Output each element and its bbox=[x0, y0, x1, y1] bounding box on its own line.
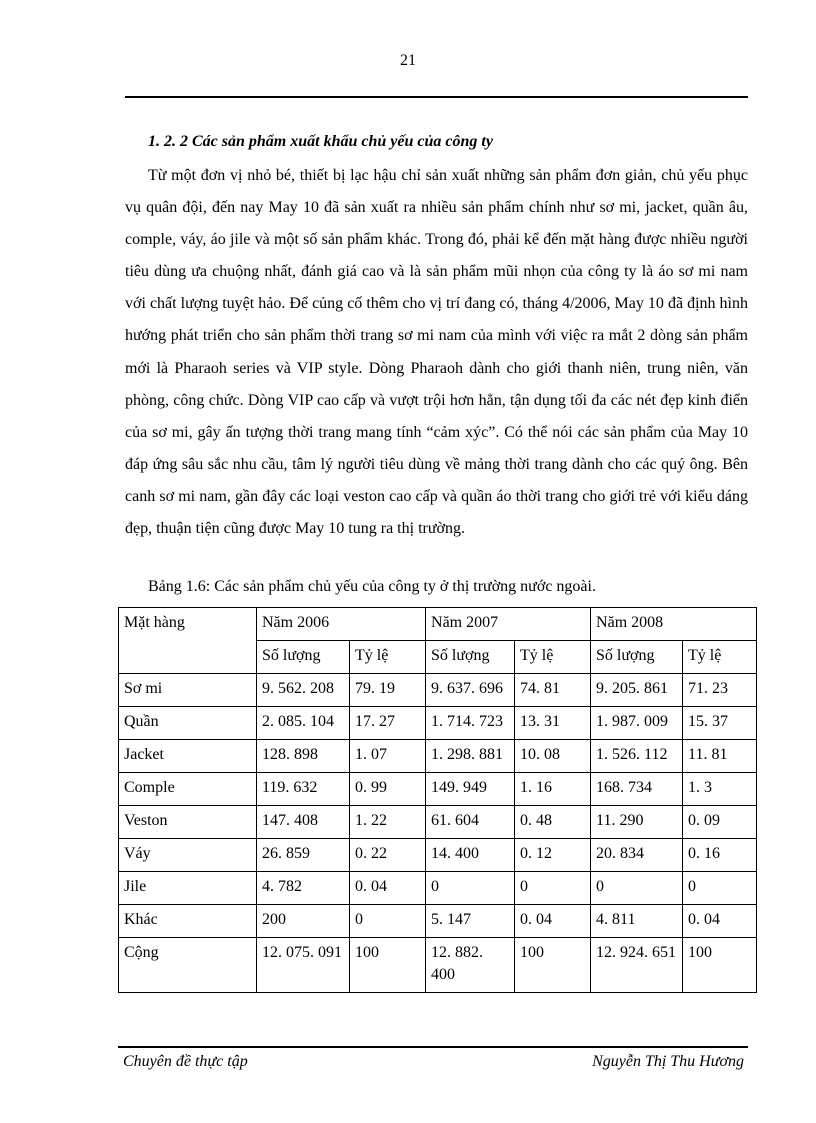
table-header-row bbox=[119, 608, 757, 641]
quantity-cell: 26. 859 bbox=[257, 839, 350, 872]
ratio-cell: 0. 16 bbox=[683, 839, 757, 872]
ratio-cell: 10. 08 bbox=[515, 740, 591, 773]
ratio-cell: 100 bbox=[350, 938, 426, 993]
ratio-cell: 79. 19 bbox=[350, 674, 426, 707]
ratio-cell: 0. 48 bbox=[515, 806, 591, 839]
quantity-cell: 149. 949 bbox=[426, 773, 515, 806]
ratio-cell: 0. 04 bbox=[350, 872, 426, 905]
quantity-cell: 14. 400 bbox=[426, 839, 515, 872]
ratio-cell: 13. 31 bbox=[515, 707, 591, 740]
ratio-cell: 0. 22 bbox=[350, 839, 426, 872]
header-rule bbox=[125, 96, 748, 98]
ratio-cell: 15. 37 bbox=[683, 707, 757, 740]
ratio-cell: 11. 81 bbox=[683, 740, 757, 773]
qty-header: Số lượng bbox=[257, 641, 350, 674]
quantity-cell: 2. 085. 104 bbox=[257, 707, 350, 740]
quantity-cell: 200 bbox=[257, 905, 350, 938]
quantity-cell: 4. 811 bbox=[591, 905, 683, 938]
year-header: Năm 2007 bbox=[426, 608, 591, 641]
table-row bbox=[119, 839, 757, 872]
table-row bbox=[119, 938, 757, 993]
item-cell: Quần bbox=[119, 707, 257, 740]
table-row bbox=[119, 740, 757, 773]
ratio-cell: 1. 22 bbox=[350, 806, 426, 839]
quantity-cell: 9. 637. 696 bbox=[426, 674, 515, 707]
ratio-cell: 0 bbox=[515, 872, 591, 905]
ratio-cell: 74. 81 bbox=[515, 674, 591, 707]
ratio-header: Tỷ lệ bbox=[683, 641, 757, 674]
ratio-cell: 0 bbox=[350, 905, 426, 938]
ratio-cell: 17. 27 bbox=[350, 707, 426, 740]
quantity-cell: 61. 604 bbox=[426, 806, 515, 839]
item-cell: Jacket bbox=[119, 740, 257, 773]
quantity-cell: 1. 526. 112 bbox=[591, 740, 683, 773]
footer-author: Nguyễn Thị Thu Hương bbox=[592, 1053, 744, 1070]
table-row bbox=[119, 674, 757, 707]
quantity-cell: 5. 147 bbox=[426, 905, 515, 938]
item-cell: Jile bbox=[119, 872, 257, 905]
quantity-cell: 1. 714. 723 bbox=[426, 707, 515, 740]
ratio-cell: 1. 3 bbox=[683, 773, 757, 806]
ratio-header: Tỷ lệ bbox=[350, 641, 426, 674]
body-paragraph: Từ một đơn vị nhỏ bé, thiết bị lạc hậu chỉ sản xuất những sản phẩm đơn giản, chủ yếu phục vụ quân đội, đến nay May 10 đã sản xuất ra nhiều sản phẩm chính như sơ mi, jacket, quần âu, comple, váy, áo jile và một số sản phẩm khác. Trong đó, phải kể đến mặt hàng được nhiều người tiêu dùng ưa chuộng nhất, đánh giá cao và là sản phẩm mũi nhọn của công ty là áo sơ mi nam với chất lượng tuyệt hảo. Để củng cố thêm cho vị trí đang có, tháng 4/2006, May 10 đã định hình hướng phát triển cho sản phẩm thời trang sơ mi nam của mình với việc ra mắt 2 dòng sản phẩm mới là Pharaoh series và VIP style. Dòng Pharaoh dành cho giới thanh niên, trung niên, văn phòng, công chức. Dòng VIP cao cấp và vượt trội hơn hẳn, tận dụng tối đa các nét đẹp kinh điển của sơ mi, gây ấn tượng thời trang mang tính “cảm xýc”. Có thể nói các sản phẩm của May 10 đáp ứng sâu sắc nhu cầu, tâm lý người tiêu dùng về mảng thời trang dành cho các quý ông. Bên canh sơ mi nam, gần đây các loại veston cao cấp và quần áo thời trang cho giới trẻ với kiểu dáng đẹp, thuận tiện cũng được May 10 tung ra thị trường. bbox=[125, 167, 748, 538]
quantity-cell: 119. 632 bbox=[257, 773, 350, 806]
section-heading: 1. 2. 2 Các sản phẩm xuất khẩu chủ yếu của công ty bbox=[148, 133, 493, 150]
ratio-cell: 71. 23 bbox=[683, 674, 757, 707]
ratio-cell: 0. 09 bbox=[683, 806, 757, 839]
quantity-cell: 168. 734 bbox=[591, 773, 683, 806]
table-row bbox=[119, 905, 757, 938]
quantity-cell: 12. 882. 400 bbox=[426, 938, 515, 993]
quantity-cell: 12. 075. 091 bbox=[257, 938, 350, 993]
quantity-cell: 0 bbox=[591, 872, 683, 905]
ratio-cell: 0. 04 bbox=[683, 905, 757, 938]
footer-document-type: Chuyên đề thực tập bbox=[123, 1053, 248, 1070]
quantity-cell: 147. 408 bbox=[257, 806, 350, 839]
item-cell: Cộng bbox=[119, 938, 257, 993]
ratio-cell: 1. 16 bbox=[515, 773, 591, 806]
quantity-cell: 11. 290 bbox=[591, 806, 683, 839]
table-caption: Bảng 1.6: Các sản phẩm chủ yếu của công ty ở thị trường nước ngoài. bbox=[148, 578, 596, 595]
ratio-cell: 100 bbox=[515, 938, 591, 993]
qty-header: Số lượng bbox=[426, 641, 515, 674]
item-cell: Veston bbox=[119, 806, 257, 839]
quantity-cell: 9. 562. 208 bbox=[257, 674, 350, 707]
ratio-header: Tỷ lệ bbox=[515, 641, 591, 674]
quantity-cell: 9. 205. 861 bbox=[591, 674, 683, 707]
ratio-cell: 0. 04 bbox=[515, 905, 591, 938]
footer-rule bbox=[118, 1046, 748, 1048]
item-cell: Khác bbox=[119, 905, 257, 938]
quantity-cell: 128. 898 bbox=[257, 740, 350, 773]
ratio-cell: 1. 07 bbox=[350, 740, 426, 773]
ratio-cell: 0 bbox=[683, 872, 757, 905]
quantity-cell: 12. 924. 651 bbox=[591, 938, 683, 993]
item-cell: Comple bbox=[119, 773, 257, 806]
quantity-cell: 20. 834 bbox=[591, 839, 683, 872]
quantity-cell: 0 bbox=[426, 872, 515, 905]
ratio-cell: 100 bbox=[683, 938, 757, 993]
quantity-cell: 4. 782 bbox=[257, 872, 350, 905]
qty-header: Số lượng bbox=[591, 641, 683, 674]
quantity-cell: 1. 987. 009 bbox=[591, 707, 683, 740]
table-row bbox=[119, 707, 757, 740]
table-row bbox=[119, 806, 757, 839]
quantity-cell: 1. 298. 881 bbox=[426, 740, 515, 773]
table-row bbox=[119, 773, 757, 806]
year-header: Năm 2006 bbox=[257, 608, 426, 641]
export-products-table bbox=[118, 607, 757, 993]
item-cell: Sơ mi bbox=[119, 674, 257, 707]
item-header: Mặt hàng bbox=[119, 608, 257, 674]
page-number: 21 bbox=[400, 52, 416, 69]
item-cell: Váy bbox=[119, 839, 257, 872]
table-row bbox=[119, 872, 757, 905]
ratio-cell: 0. 99 bbox=[350, 773, 426, 806]
year-header: Năm 2008 bbox=[591, 608, 757, 641]
ratio-cell: 0. 12 bbox=[515, 839, 591, 872]
